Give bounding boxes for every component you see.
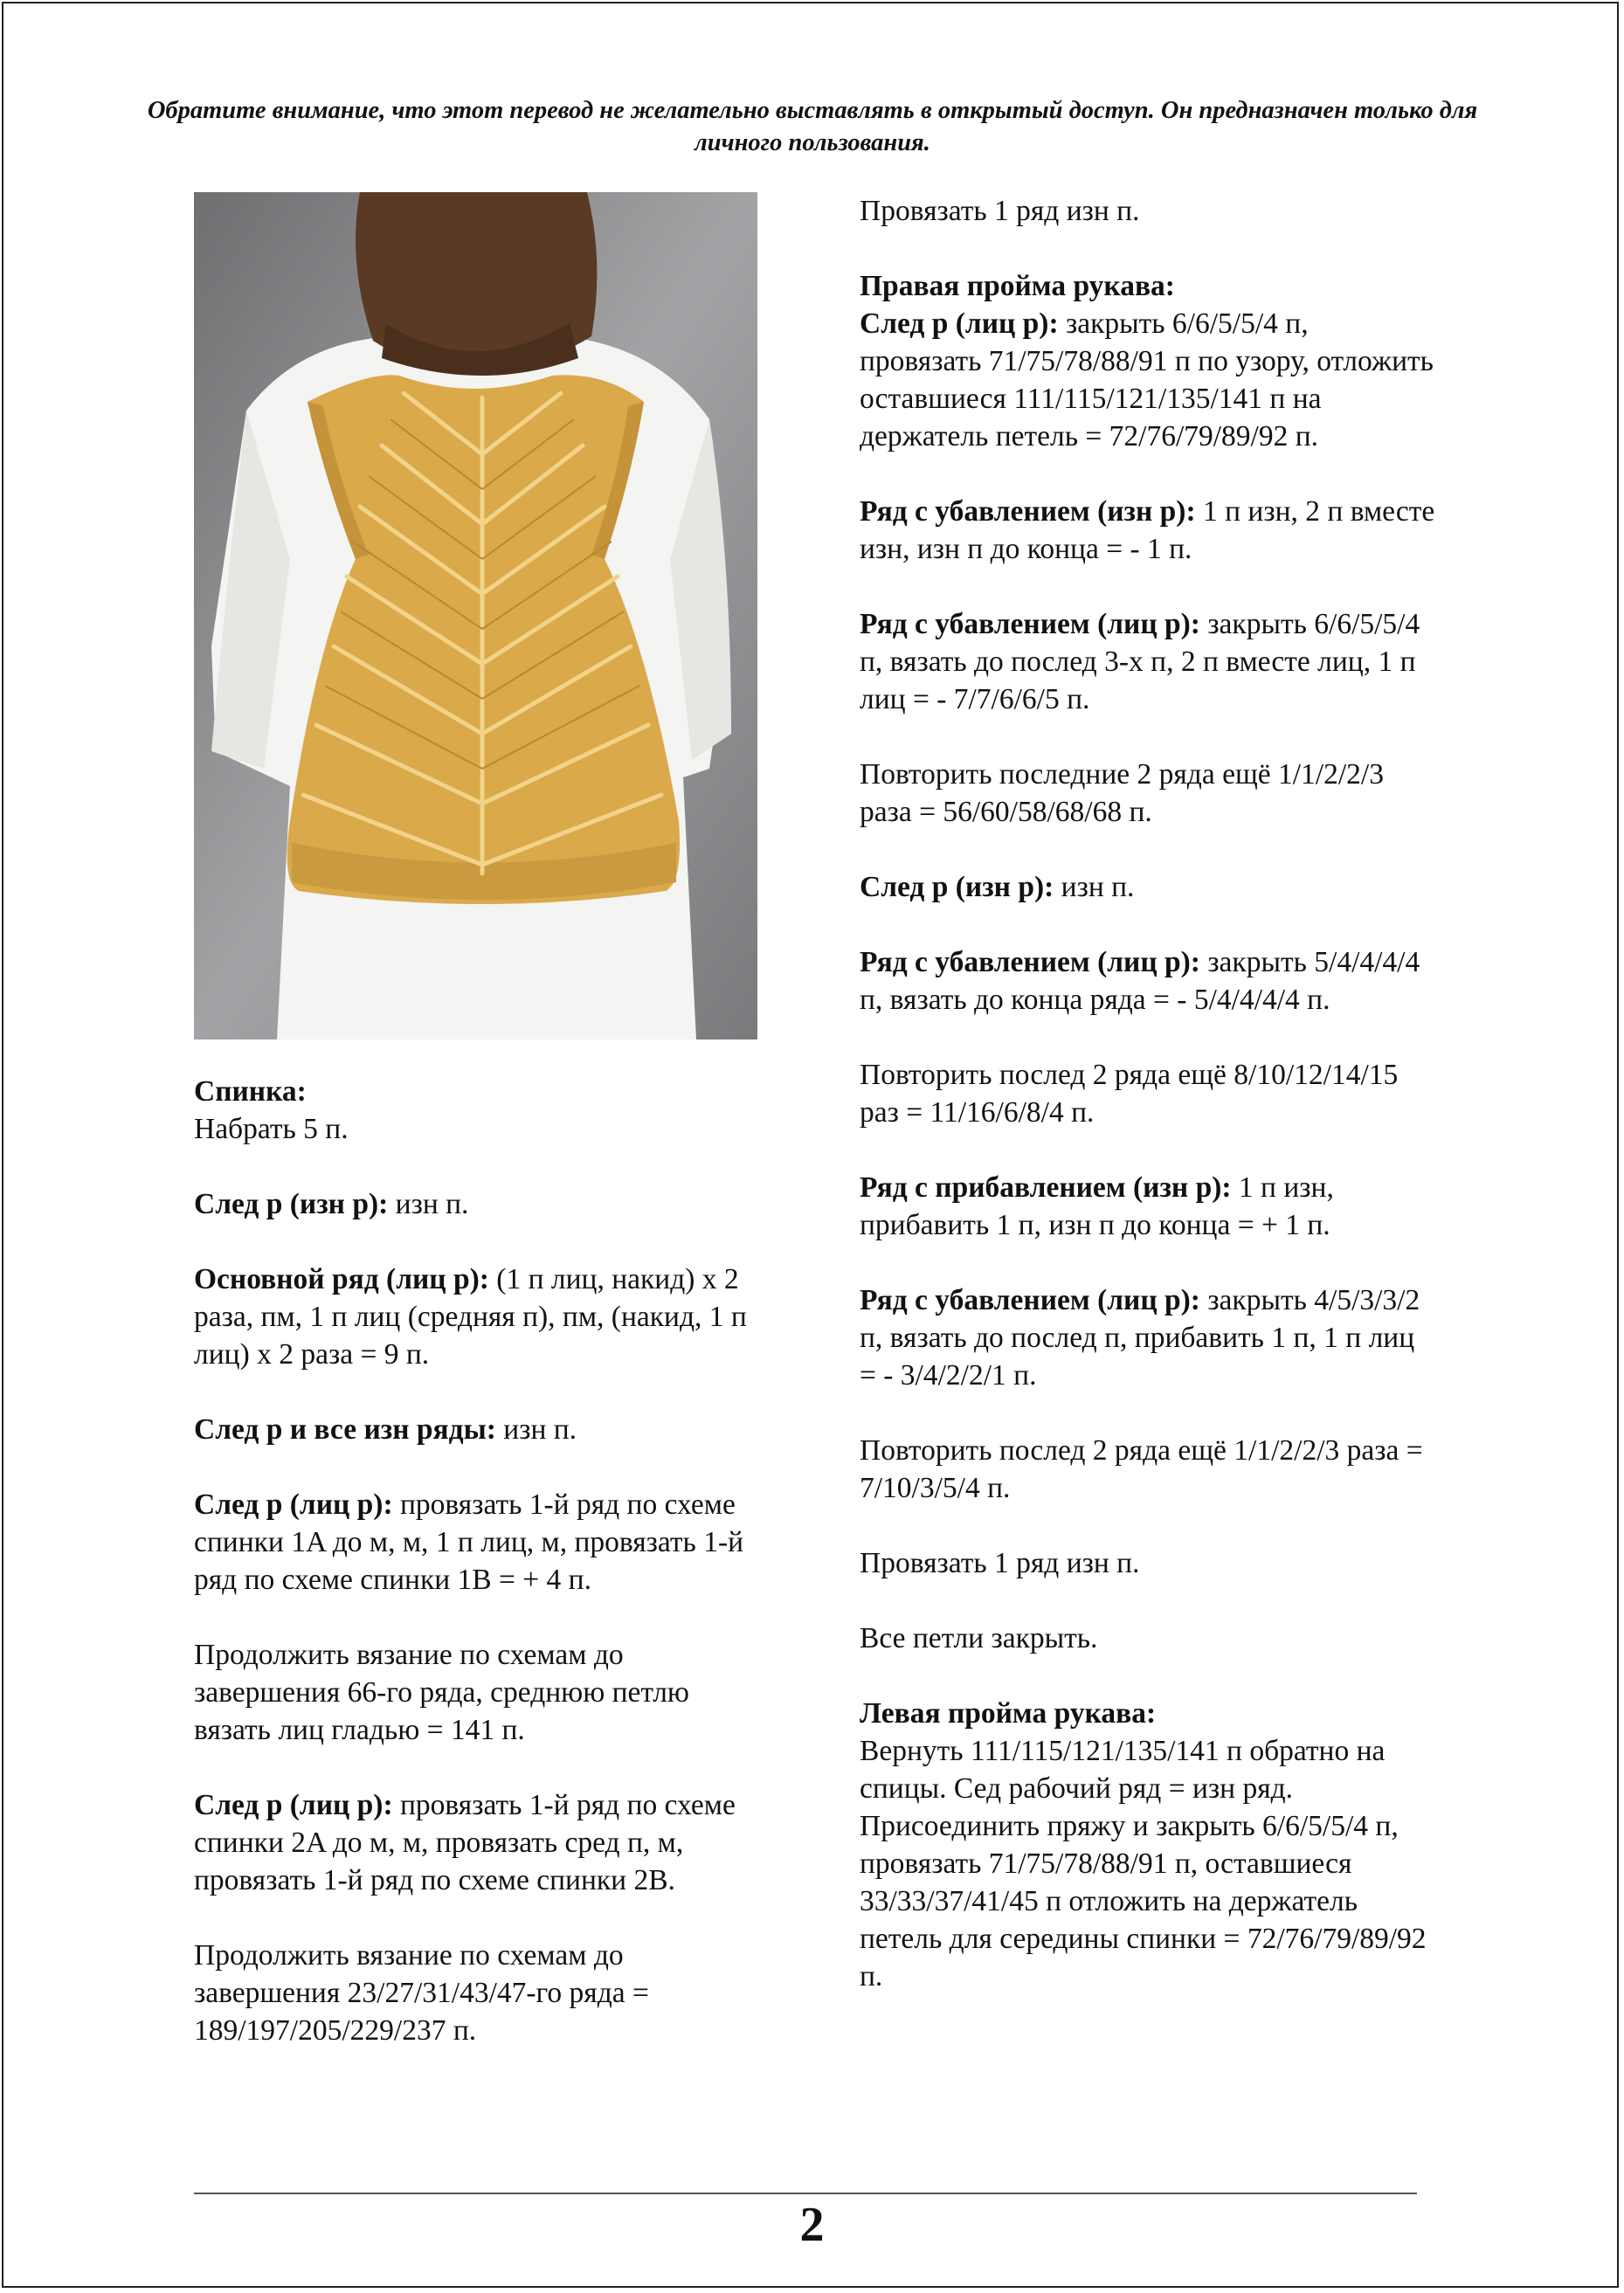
instruction-paragraph: Ряд с прибавлением (изн р): 1 п изн, прибавить 1 п, изн п до конца = + 1 п. xyxy=(860,1171,1334,1241)
instruction-paragraph: Повторить послед 2 ряда ещё 8/10/12/14/15 раз = 11/16/6/8/4 п. xyxy=(860,1059,1399,1129)
instruction-paragraph: След р (изн р): изн п. xyxy=(194,1188,469,1220)
instruction-paragraph: Провязать 1 ряд изн п. xyxy=(860,195,1140,227)
page-number: 2 xyxy=(799,2198,825,2252)
instruction-paragraph: Повторить последние 2 ряда ещё 1/1/2/2/3 раза = 56/60/58/68/68 п. xyxy=(860,758,1384,828)
instruction-paragraph: Провязать 1 ряд изн п. xyxy=(860,1547,1140,1579)
instruction-paragraph: Продолжить вязание по схемам до завершения 23/27/31/43/47-го ряда = 189/197/205/229/237 п. xyxy=(194,1939,649,2047)
instruction-paragraph: След р (лиц р): провязать 1-й ряд по схеме спинки 1A до м, м, 1 п лиц, м, провязать 1-й ряд по схеме спинки 1B = + 4 п. xyxy=(194,1488,744,1596)
right-column xyxy=(860,192,1436,2033)
instruction-paragraph: След р (лиц р): провязать 1-й ряд по схеме спинки 2A до м, м, провязать сред п, м, провязать 1-й ряд по схеме спинки 2B. xyxy=(194,1789,736,1896)
instruction-paragraph: След р (изн р): изн п. xyxy=(860,871,1135,903)
instruction-paragraph: Ряд с убавлением (лиц р): закрыть 4/5/3/3/2 п, вязать до послед п, прибавить 1 п, 1 п лиц = - 3/4/2/2/1 п. xyxy=(860,1284,1420,1392)
vest-photo xyxy=(194,192,757,1039)
instruction-paragraph: Ряд с убавлением (лиц р): закрыть 6/6/5/5/4 п, вязать до послед 3-х п, 2 п вместе лиц, 1 п лиц = - 7/7/6/6/5 п. xyxy=(860,608,1420,715)
instruction-paragraph: След р и все изн ряды: изн п. xyxy=(194,1413,577,1446)
section-right-armhole: Правая пройма рукава: След р (лиц р): закрыть 6/6/5/5/4 п, провязать 71/75/78/88/91 п по узору, отложить оставшиеся 111/115/121/135/141 п на держатель петель = 72/76/79/89/92 п. xyxy=(860,270,1434,452)
footer-rule xyxy=(194,2193,1417,2194)
instruction-paragraph: Повторить послед 2 ряда ещё 1/1/2/2/3 раза = 7/10/3/5/4 п. xyxy=(860,1434,1423,1504)
instruction-paragraph: Все петли закрыть. xyxy=(860,1622,1098,1654)
section-left-armhole: Левая пройма рукава: Вернуть 111/115/121/135/141 п обратно на спицы. Сед рабочий ряд = изн ряд. Присоединить пряжу и закрыть 6/6/5/5/4 п, провязать 71/75/78/88/91 п, оставшиеся 33/33/37/41/45 п отложить на держатель петель для середины спинки = 72/76/79/89/92 п. xyxy=(860,1697,1427,1993)
left-column xyxy=(194,1073,771,2087)
section-back: Спинка: Набрать 5 п. xyxy=(194,1075,349,1145)
instruction-paragraph: Ряд с убавлением (лиц р): закрыть 5/4/4/4/4 п, вязать до конца ряда = - 5/4/4/4/4 п. xyxy=(860,946,1420,1016)
instruction-paragraph: Продолжить вязание по схемам до завершения 66-го ряда, среднюю петлю вязать лиц гладью = 141 п. xyxy=(194,1639,689,1746)
instruction-paragraph: Основной ряд (лиц р): (1 п лиц, накид) х 2 раза, пм, 1 п лиц (средняя п), пм, (накид, 1 п лиц) х 2 раза = 9 п. xyxy=(194,1263,747,1371)
translation-notice: Обратите внимание, что этот перевод не желательно выставлять в открытый доступ. Он предназначен только для личного пользования. xyxy=(147,97,1478,156)
instruction-paragraph: Ряд с убавлением (изн р): 1 п изн, 2 п вместе изн, изн п до конца = - 1 п. xyxy=(860,495,1435,565)
